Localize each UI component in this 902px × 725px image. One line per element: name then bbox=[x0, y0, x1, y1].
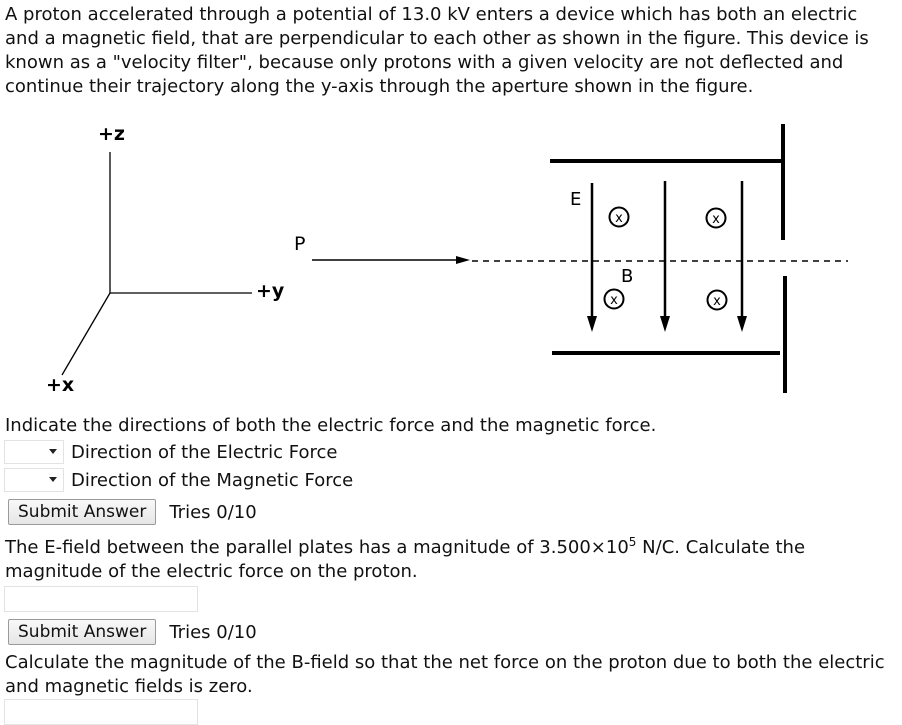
magnetic-force-dropdown[interactable] bbox=[4, 468, 64, 492]
submit-row-2 bbox=[8, 619, 257, 645]
tries-counter-2: Tries 0/10 bbox=[169, 621, 257, 643]
magnetic-force-label: Direction of the Magnetic Force bbox=[71, 469, 354, 491]
b-field-into-page-icon bbox=[605, 290, 624, 309]
submit-answer-button-2[interactable]: Submit Answer bbox=[8, 619, 156, 645]
efield-exponent: 5 bbox=[628, 535, 637, 549]
z-axis-label: +z bbox=[98, 123, 125, 145]
efield-question: The E-field between the parallel plates has a magnitude of $3.500\times 10^5$ N/C. Calculate the magnitude of the electric force on the proton. bbox=[5, 535, 806, 582]
b-field-into-page-icon bbox=[707, 209, 726, 228]
instruction-text: Indicate the directions of both the electric force and the magnetic force. bbox=[5, 415, 657, 436]
e-field-label: E bbox=[570, 189, 582, 210]
x-axis-label: +x bbox=[46, 374, 75, 396]
electric-force-dropdown[interactable] bbox=[4, 440, 64, 464]
x-axis bbox=[62, 293, 110, 375]
b-field-into-page-icon bbox=[708, 291, 727, 310]
electric-force-row bbox=[4, 439, 338, 465]
electric-force-label: Direction of the Electric Force bbox=[71, 441, 338, 463]
tries-counter-1: Tries 0/10 bbox=[169, 501, 257, 523]
velocity-filter-figure bbox=[0, 110, 902, 410]
magnetic-force-row bbox=[4, 467, 353, 493]
b-field-into-page-icon bbox=[610, 208, 629, 227]
e-field-arrowhead bbox=[737, 316, 747, 332]
submit-row-1 bbox=[8, 499, 257, 525]
submit-answer-button-1[interactable]: Submit Answer bbox=[8, 499, 156, 525]
chevron-down-icon bbox=[49, 449, 57, 454]
b-field-label: B bbox=[621, 266, 634, 287]
y-axis-label: +y bbox=[256, 280, 285, 302]
svg-text:x: x bbox=[713, 294, 721, 309]
chevron-down-icon bbox=[49, 477, 57, 482]
e-field-arrowhead bbox=[660, 316, 670, 332]
svg-text:x: x bbox=[610, 293, 618, 308]
problem-intro: A proton accelerated through a potential of 13.0 kV enters a device which has both an electric and a magnetic field, that are perpendicular to each other as shown in the figure. This device is known as a "velocity filter", because only protons with a given velocity are not deflected and continue their trajectory along the y-axis through the aperture shown in the figure. bbox=[5, 4, 869, 97]
proton-path-arrowhead bbox=[456, 256, 470, 264]
electric-force-answer-input[interactable] bbox=[4, 586, 198, 612]
svg-text:x: x bbox=[712, 212, 720, 227]
e-field-arrowhead bbox=[587, 316, 597, 332]
bfield-question: Calculate the magnitude of the B-field so that the net force on the proton due to both the electric and magnetic fields is zero. bbox=[5, 652, 885, 697]
svg-text:x: x bbox=[615, 211, 623, 226]
proton-label: P bbox=[294, 233, 306, 255]
